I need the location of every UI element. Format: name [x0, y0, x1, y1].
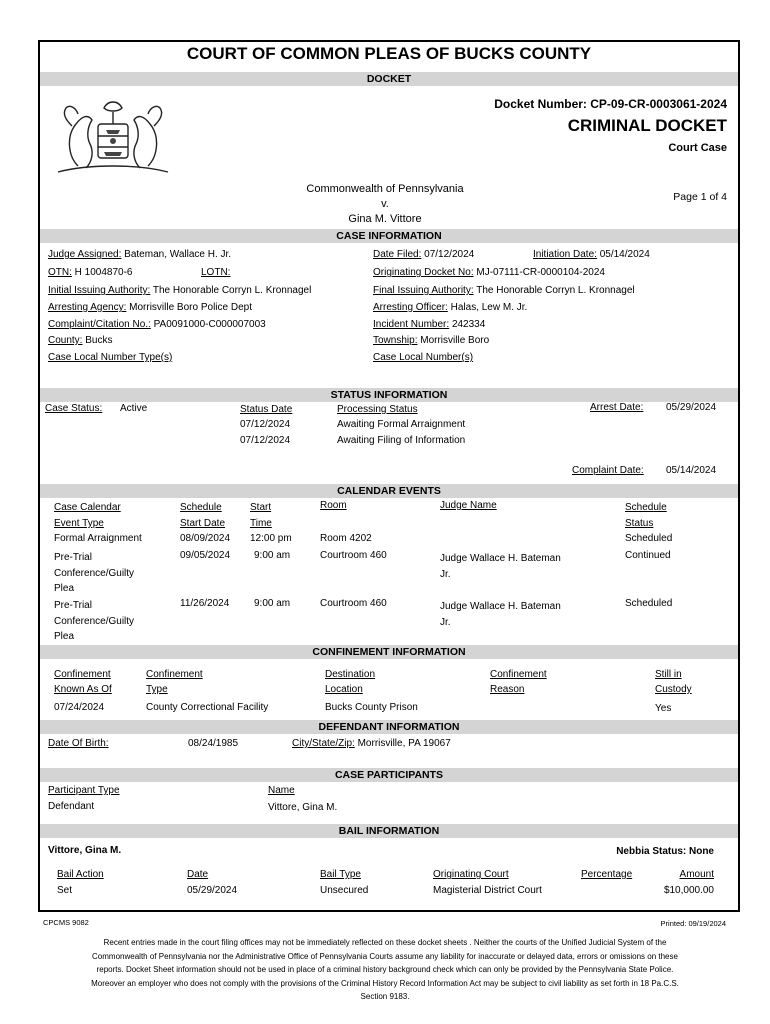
case-local-number-type: Case Local Number Type(s)	[48, 352, 173, 363]
start-time-header: Start Time	[250, 502, 272, 529]
calendar-events-bar: CALENDAR EVENTS	[40, 484, 738, 498]
schedule-start-header: Schedule Start Date	[180, 502, 226, 529]
bail-date-header: Date	[187, 869, 209, 880]
calendar-type-header: Case Calendar Event Type	[54, 502, 121, 529]
arresting-agency: Arresting Agency: Morrisville Boro Police Dept	[48, 302, 252, 313]
final-issuing-authority: Final Issuing Authority: The Honorable Corryn L. Kronnagel	[373, 285, 635, 296]
printed-date: Printed: 09/19/2024	[660, 919, 726, 928]
lotn: LOTN:	[201, 267, 231, 278]
destination-header: Destination Location	[325, 669, 376, 695]
complaint-date: 05/14/2024	[666, 465, 717, 476]
township: Township: Morrisville Boro	[373, 335, 490, 346]
defendant-information-bar: DEFENDANT INFORMATION	[40, 720, 738, 734]
originating-court-header: Originating Court	[433, 869, 509, 880]
status-date-header: Status Date	[240, 404, 293, 415]
page-number: Page 1 of 4	[673, 191, 727, 203]
percentage-header: Percentage	[581, 869, 633, 880]
case-status-value: Active	[120, 403, 148, 414]
pennsylvania-seal-icon	[48, 96, 178, 176]
judge-name-header: Judge Name	[440, 500, 497, 511]
schedule-status-header: Schedule Status	[625, 502, 667, 529]
confinement-reason-header: Confinement Reason	[490, 669, 547, 695]
room-header: Room	[320, 500, 347, 511]
bail-type-header: Bail Type	[320, 869, 361, 880]
confinement-information-bar: CONFINEMENT INFORMATION	[40, 645, 738, 659]
bail-person: Vittore, Gina M.	[48, 845, 122, 856]
bail-information-bar: BAIL INFORMATION	[40, 824, 738, 838]
case-kind: Court Case	[668, 142, 727, 154]
arrest-date: 05/29/2024	[666, 402, 717, 413]
docket-type: CRIMINAL DOCKET	[567, 116, 727, 135]
arresting-officer: Arresting Officer: Halas, Lew M. Jr.	[373, 302, 528, 313]
court-title: COURT OF COMMON PLEAS OF BUCKS COUNTY	[186, 44, 592, 63]
disclaimer: Recent entries made in the court filing offices may not be immediately reflected on these docket sheets . Neither the courts of the Unified Judicial System of the Commonwealth of Pennsylvania nor the Administrative Office of Pennsylvania Courts assume any liability for inaccurate or delayed data, errors or omissions on these reports. Docket Sheet information should not be used in place of a criminal history background check which can only be provided by the Pennsylvania State Police. Moreover an employer who does not comply with the provisions of the Criminal History Record Information Act may be subject to civil liability as set forth in 18 Pa.C.S. Section 9183.	[91, 938, 679, 1001]
confinement-type-header: Confinement Type	[146, 669, 203, 695]
status-date: 07/12/2024	[240, 435, 291, 446]
form-number: CPCMS 9082	[43, 918, 89, 927]
judge-assigned: Judge Assigned: Bateman, Wallace H. Jr.	[48, 249, 232, 260]
processing-status: Awaiting Filing of Information	[337, 435, 466, 446]
still-in-custody-header: Still in Custody	[655, 669, 692, 695]
dob: 08/24/1985	[188, 738, 239, 749]
nebbia-status: Nebbia Status: None	[616, 846, 714, 857]
case-participants-bar: CASE PARTICIPANTS	[40, 768, 738, 782]
docket-number: Docket Number: CP-09-CR-0003061-2024	[494, 97, 727, 111]
case-information-bar: CASE INFORMATION	[40, 229, 738, 243]
complaint-date-label: Complaint Date:	[572, 465, 644, 476]
initial-issuing-authority: Initial Issuing Authority: The Honorable Corryn L. Kronnagel	[48, 285, 312, 296]
case-caption: Commonwealth of Pennsylvania v. Gina M. Vittore	[306, 183, 464, 225]
processing-status-header: Processing Status	[337, 404, 418, 415]
initiation-date: Initiation Date: 05/14/2024	[533, 249, 650, 260]
county: County: Bucks	[48, 335, 113, 346]
docket-bar: DOCKET	[40, 72, 738, 86]
processing-status: Awaiting Formal Arraignment	[337, 419, 466, 430]
status-date: 07/12/2024	[240, 419, 291, 430]
status-information-bar: STATUS INFORMATION	[40, 388, 738, 402]
bail-action-header: Bail Action	[57, 869, 104, 880]
complaint-citation: Complaint/Citation No.: PA0091000-C000007003	[48, 319, 266, 330]
case-status: Case Status:	[45, 403, 103, 414]
confinement-known-header: Confinement Known As Of	[54, 669, 112, 695]
dob-label: Date Of Birth:	[48, 738, 109, 749]
participant-name-header: Name	[268, 785, 295, 796]
participant-type-header: Participant Type	[48, 785, 120, 796]
amount-header: Amount	[679, 869, 714, 880]
originating-docket: Originating Docket No: MJ-07111-CR-0000104-2024	[373, 267, 605, 278]
incident-number: Incident Number: 242334	[373, 319, 486, 330]
date-filed: Date Filed: 07/12/2024	[373, 249, 475, 260]
otn: OTN: H 1004870-6	[48, 267, 133, 278]
city-state-zip: City/State/Zip: Morrisville, PA 19067	[292, 738, 451, 749]
arrest-date-label: Arrest Date:	[590, 402, 644, 413]
case-local-numbers: Case Local Number(s)	[373, 352, 474, 363]
